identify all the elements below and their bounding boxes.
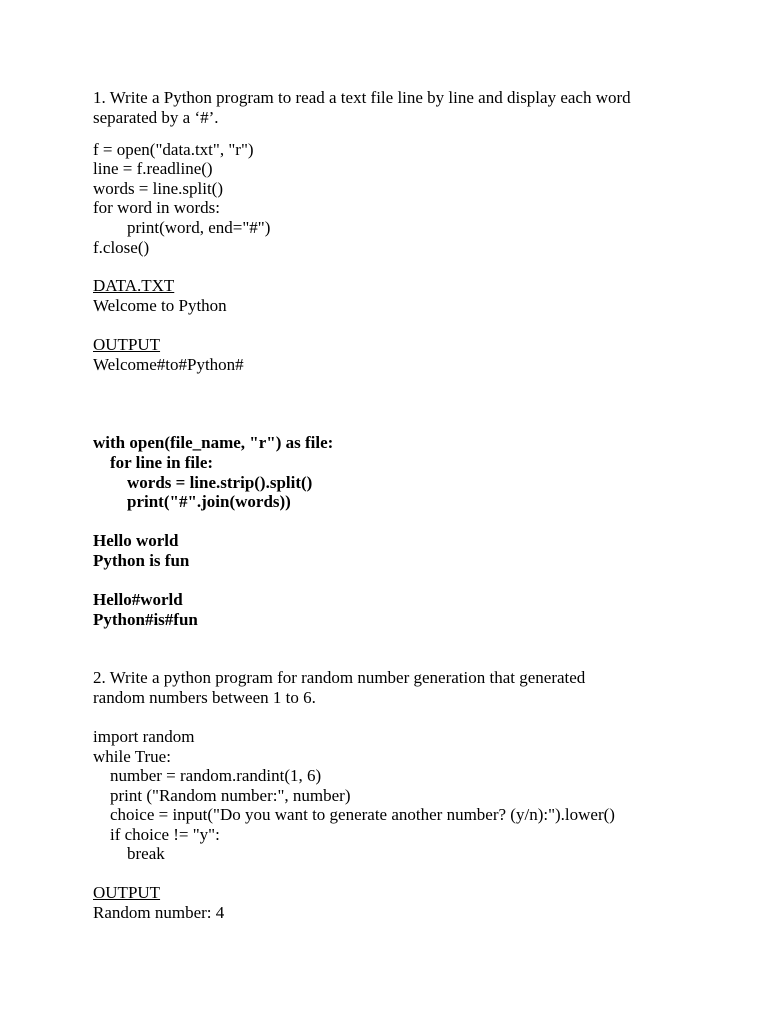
alt-code-line-3: words = line.strip().split() xyxy=(93,473,313,492)
q2-code-line-1: import random xyxy=(93,727,195,746)
q2-output-content: Random number: 4 xyxy=(93,903,225,922)
alt-output-line-2: Python#is#fun xyxy=(93,610,198,629)
q2-question-line-2: random numbers between 1 to 6. xyxy=(93,688,316,707)
q1-code-line-1: f = open("data.txt", "r") xyxy=(93,140,254,159)
q2-code-line-2: while True: xyxy=(93,747,171,766)
q2-output-heading: OUTPUT xyxy=(93,883,161,902)
q2-code-line-4: print ("Random number:", number) xyxy=(93,786,351,805)
alt-output-line-1: Hello#world xyxy=(93,590,183,609)
alt-code-line-2: for line in file: xyxy=(93,453,214,472)
q2-code-line-3: number = random.randint(1, 6) xyxy=(93,766,322,785)
alt-input-line-2: Python is fun xyxy=(93,551,190,570)
q1-output-content: Welcome#to#Python# xyxy=(93,355,244,374)
q1-question-line-2: separated by a ‘#’. xyxy=(93,108,219,127)
q1-code-line-4: for word in words: xyxy=(93,198,221,217)
alt-input-line-1: Hello world xyxy=(93,531,179,550)
q1-data-content: Welcome to Python xyxy=(93,296,227,315)
q1-code-line-2: line = f.readline() xyxy=(93,159,213,178)
q2-code-line-5: choice = input("Do you want to generate another number? (y/n):").lower() xyxy=(93,805,615,824)
q2-code-line-7: break xyxy=(93,844,165,863)
q2-code-line-6: if choice != "y": xyxy=(93,825,220,844)
q1-code-line-5: print(word, end="#") xyxy=(93,218,271,237)
q1-data-heading: DATA.TXT xyxy=(93,276,175,295)
q1-code-line-6: f.close() xyxy=(93,238,150,257)
alt-code-line-4: print("#".join(words)) xyxy=(93,492,291,511)
q1-code-line-3: words = line.split() xyxy=(93,179,223,198)
q1-question-line-1: 1. Write a Python program to read a text file line by line and display each word xyxy=(93,88,631,107)
q2-question-line-1: 2. Write a python program for random number generation that generated xyxy=(93,668,586,687)
alt-code-line-1: with open(file_name, "r") as file: xyxy=(93,433,334,452)
q1-output-heading: OUTPUT xyxy=(93,335,161,354)
